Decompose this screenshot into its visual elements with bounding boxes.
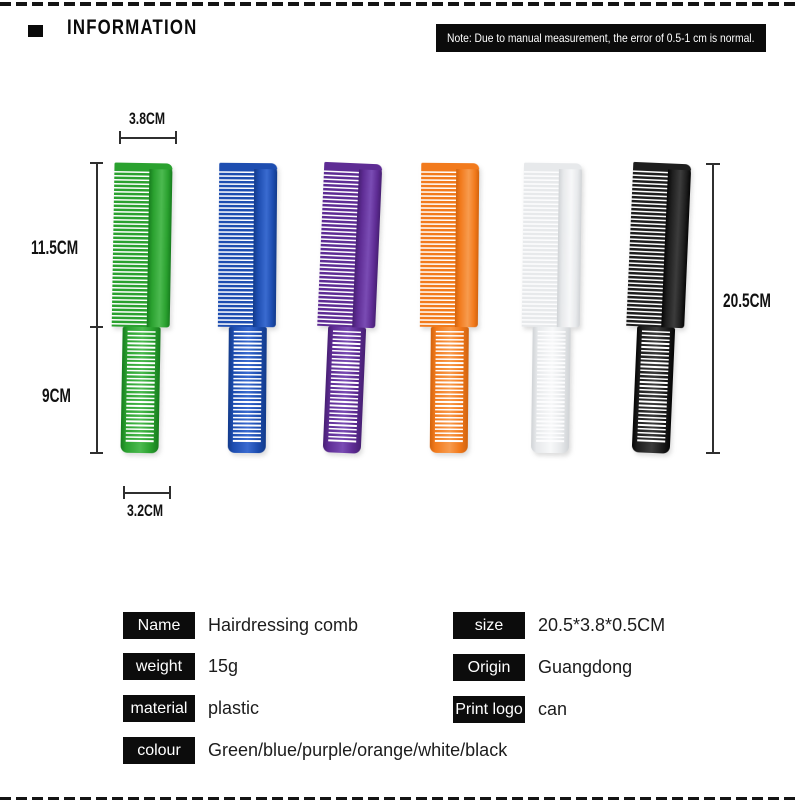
comb-white: [520, 163, 582, 454]
dim-tick: [706, 163, 720, 165]
dim-tick: [706, 452, 720, 454]
top-dashed-divider: [0, 2, 800, 6]
comb-handle: [323, 326, 366, 454]
dim-tick: [123, 486, 125, 499]
comb-head: [218, 163, 277, 327]
spec-value-material: plastic: [208, 698, 260, 718]
comb-blue: [217, 163, 278, 453]
comb-handle: [120, 327, 160, 454]
comb-head: [522, 163, 582, 328]
spec-value-size: 20.5*3.8*0.5CM: [538, 615, 666, 635]
spec-row-origin: [453, 654, 632, 681]
comb-handle-teeth: [637, 330, 670, 442]
comb-handle-teeth: [435, 331, 464, 442]
spec-row-name: [123, 612, 358, 639]
spec-value-weight: 15g: [208, 656, 239, 676]
dim-upper-height-label: 11.5CM: [31, 238, 79, 259]
comb-top-edge: [524, 163, 582, 170]
spec-label-origin: Origin: [453, 654, 525, 681]
comb-handle-teeth: [126, 331, 156, 442]
comb-handle: [228, 327, 267, 453]
section-title: INFORMATION: [67, 16, 198, 39]
dim-lower-height-label: 9CM: [42, 386, 71, 407]
dim-top-width-line: [120, 137, 177, 139]
dim-tick: [90, 452, 103, 454]
comb-teeth: [420, 169, 457, 327]
comb-spine: [146, 163, 172, 327]
comb-spine: [253, 163, 278, 327]
dim-tick: [90, 326, 103, 328]
comb-handle: [531, 327, 571, 454]
spec-row-material: [123, 695, 259, 722]
spec-row-size: [453, 612, 665, 639]
dim-left-line: [96, 163, 98, 454]
comb-spine: [557, 163, 582, 327]
comb-black: [621, 162, 692, 454]
comb-head: [420, 163, 479, 327]
comb-top-edge: [421, 163, 479, 170]
comb-handle-teeth: [233, 331, 262, 442]
dim-bottom-width-label: 3.2CM: [127, 501, 164, 520]
spec-row-weight: [123, 653, 238, 680]
comb-handle-teeth: [536, 331, 566, 442]
comb-top-edge: [219, 163, 277, 170]
spec-row-print-logo: [453, 696, 567, 723]
comb-top-edge: [114, 163, 172, 170]
comb-head: [626, 162, 691, 328]
comb-teeth: [218, 169, 255, 327]
comb-handle: [430, 327, 469, 453]
comb-green: [109, 163, 172, 454]
spec-label-material: material: [123, 695, 195, 722]
note-banner: [436, 24, 766, 52]
spec-label-name: Name: [123, 612, 195, 639]
comb-spine: [455, 163, 480, 327]
spec-label-print-logo: Print logo: [453, 696, 525, 723]
spec-label-colour: colour: [123, 737, 195, 764]
note-banner-text: Note: Due to manual measurement, the error of 0.5-1 cm is normal.: [447, 31, 755, 45]
black-square-bullet-icon: [28, 25, 43, 37]
dim-right-line: [712, 164, 714, 454]
dim-bottom-width-line: [124, 492, 171, 494]
comb-orange: [419, 163, 480, 453]
spec-label-weight: weight: [123, 653, 195, 680]
comb-purple: [312, 162, 383, 454]
dim-tick: [175, 131, 177, 144]
spec-value-name: Hairdressing comb: [208, 615, 359, 635]
comb-head: [112, 163, 173, 328]
dim-total-height-label: 20.5CM: [723, 291, 771, 312]
comb-handle-teeth: [328, 330, 361, 442]
spec-row-colour: [123, 737, 507, 764]
dim-tick: [90, 162, 103, 164]
comb-handle: [632, 326, 675, 454]
spec-label-size: size: [453, 612, 525, 639]
dim-top-width-label: 3.8CM: [129, 109, 166, 128]
comb-teeth: [112, 169, 151, 328]
dim-tick: [169, 486, 171, 499]
comb-teeth: [522, 169, 560, 327]
spec-value-colour: Green/blue/purple/orange/white/black: [208, 740, 508, 760]
dim-tick: [119, 131, 121, 144]
comb-head: [317, 162, 382, 328]
spec-value-origin: Guangdong: [538, 657, 633, 677]
spec-value-print-logo: can: [538, 699, 568, 719]
